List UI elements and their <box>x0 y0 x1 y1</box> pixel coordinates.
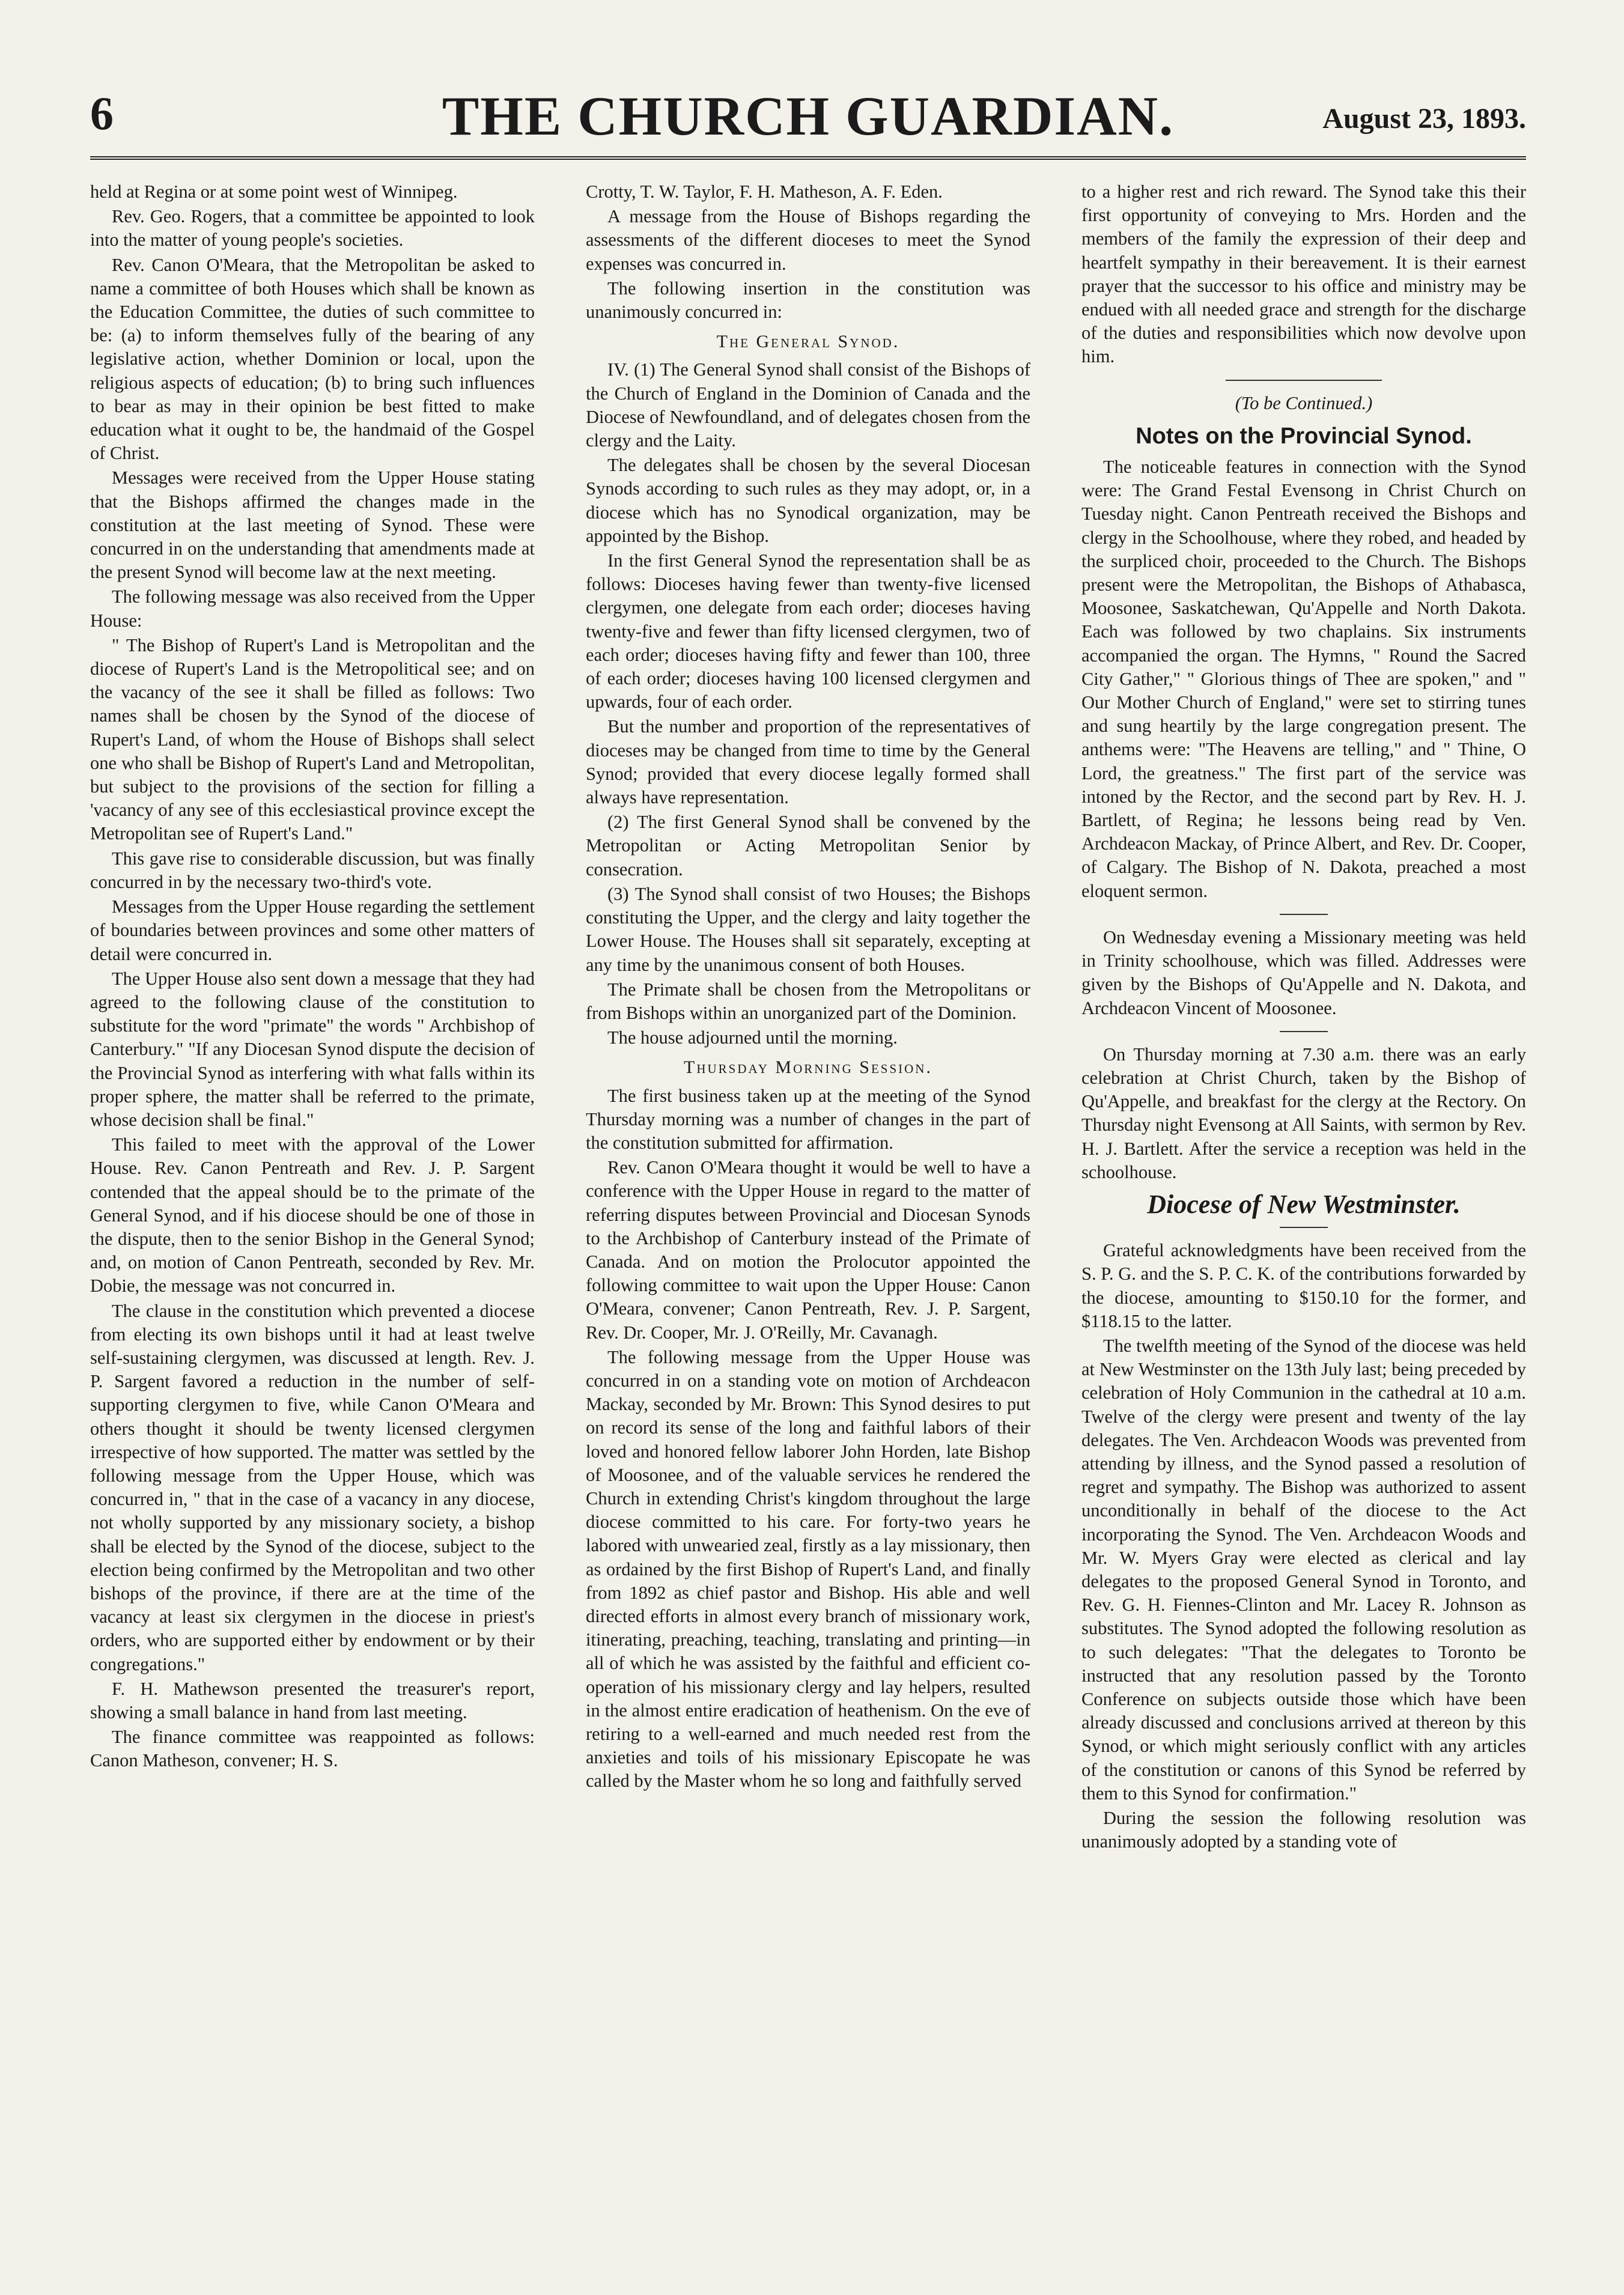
paragraph: This failed to meet with the approval of the Lower House. Rev. Canon Pentreath and Rev. J. P. Sargent contended that the appeal should be to the primate of the General Synod, and if his diocese should be one of those in the dispute, then to the senior Bishop in the General Synod; and, on motion of Canon Pentreath, seconded by Rev. Mr. Dobie, the message was not concurred in. <box>90 1134 535 1296</box>
paragraph: In the first General Synod the representation shall be as follows: Dioceses having fewer than twenty-five licensed clergymen, one delegate from each order; dioceses having twenty-five and fewer than fifty licensed clergymen, two of each order; dioceses having fifty and fewer than 100, three of each order; dioceses having 100 licensed clergymen and upwards, four of each order. <box>586 550 1030 713</box>
paragraph: The house adjourned until the morning. <box>607 1027 898 1048</box>
divider <box>1280 914 1328 915</box>
paragraph: Messages were received from the Upper House stating that the Bishops affirmed the changes made in the constitution at the last meeting of Synod. These were concurred in on the understanding that amendments made at the present Synod will become law at the next meeting. <box>90 467 535 583</box>
paragraph: The following message was also received from the Upper House: <box>90 586 535 631</box>
paragraph: F. H. Mathewson presented the treasurer's report, showing a small balance in hand from last meeting. <box>90 1678 535 1722</box>
paragraph: A message from the House of Bishops regarding the assessments of the different dioceses to meet the Synod expenses was concurred in. <box>586 206 1030 274</box>
divider <box>1280 1227 1328 1228</box>
paragraph: (2) The first General Synod shall be convened by the Metropolitan or Acting Metropolitan Senior by consecration. <box>586 812 1030 880</box>
paragraph: to a higher rest and rich reward. The Synod take this their first opportunity of conveying to Mrs. Horden and the members of the family the expression of their deep and heartfelt sympathy in their bereavement. It is their earnest prayer that the successor to his office and ministry may be endued with all needed grace and strength for the discharge of the duties and responsibilities which now devolve upon him. <box>1081 181 1526 367</box>
paragraph: held at Regina or at some point west of Winnipeg. <box>90 181 458 202</box>
column-1 <box>90 180 535 2265</box>
paragraph: The clause in the constitution which prevented a diocese from electing its own bishops until it had at least twelve self-sustaining clergymen, was discussed at length. Rev. J. P. Sargent favored a reduction in the number of self-supporting clergymen to five, while Canon O'Meara and others thought it should be twenty licensed clergymen irrespective of how supported. The matter was settled by the following message from the Upper House, which was concurred in, " that in the case of a vacancy in any diocese, not wholly supported by any missionary society, a bishop shall be elected by the Synod of the diocese, subject to the election being confirmed by the Metropolitan and two other bishops of the province, if there are at the time of the vacancy at least six clergymen in the diocese in priest's orders, who are supported either by endowment or by their congregations." <box>90 1300 535 1674</box>
paragraph: " The Bishop of Rupert's Land is Metropolitan and the diocese of Rupert's Land is the Metropolitical see; and on the vacancy of the see it shall be filled as follows: Two names shall be chosen by the Synod of the diocese of Rupert's Land, of whom the House of Bishops shall select one who shall be Bishop of Rupert's Land and Metropolitan, but subject to the provisions of the section for filling a 'vacancy of any see of this ecclesiastical province except the Metropolitan see of Rupert's Land." <box>90 634 535 844</box>
masthead <box>90 84 1526 160</box>
paragraph: On Wednesday evening a Missionary meeting was held in Trinity schoolhouse, which was filled. Addresses were given by the Bishops of Qu'Appelle and N. Dakota, and Archdeacon Vincent of Moosonee. <box>1081 926 1526 1018</box>
divider <box>1280 1031 1328 1032</box>
paragraph: The finance committee was reappointed as follows: Canon Matheson, convener; H. S. <box>90 1727 535 1771</box>
paragraph: The delegates shall be chosen by the several Diocesan Synods according to such rules as they may adopt, or, in a diocese which has no Synodical organization, may be appointed by the Bishop. <box>586 455 1030 546</box>
paragraph: On Thursday morning at 7.30 a.m. there was an early celebration at Christ Church, taken by the Bishop of Qu'Appelle, and breakfast for the clergy at the Rectory. On Thursday night Evensong at All Saints, with sermon by Rev. H. J. Bartlett. After the service a reception was held in the schoolhouse. <box>1081 1044 1526 1182</box>
section-heading-thursday-session: Thursday Morning Session. <box>684 1057 932 1078</box>
column-2 <box>586 180 1030 2265</box>
paragraph: (3) The Synod shall consist of two Houses; the Bishops constituting the Upper, and the clergy and laity together the Lower House. The Houses shall sit separately, excepting at any time by the unanimous consent of both Houses. <box>586 883 1030 975</box>
column-3 <box>1081 180 1526 2265</box>
paragraph: IV. (1) The General Synod shall consist of the Bishops of the Church of England in the Dominion of Canada and the Diocese of Newfoundland, and of delegates chosen from the clergy and the Laity. <box>586 359 1030 451</box>
paragraph: The following insertion in the constitution was unanimously concurred in: <box>586 278 1030 323</box>
paragraph: The Primate shall be chosen from the Metropolitans or from Bishops within an unorganized part of the Dominion. <box>586 979 1030 1023</box>
paragraph: The Upper House also sent down a message that they had agreed to the following clause of the constitution to substitute for the word "primate" the words " Archbishop of Canterbury." "If any Diocesan Synod dispute the decision of the Provincial Synod as interfering with what falls within its proper sphere, the matter shall be referred to the primate, whose decision shall be final." <box>90 968 535 1130</box>
paragraph: The twelfth meeting of the Synod of the diocese was held at New Westminster on the 13th July last; being preceded by celebration of Holy Communion in the cathedral at 10 a.m. Twelve of the clergy were present and twenty of the lay delegates. The Ven. Archdeacon Woods was prevented from attending by illness, and the Synod passed a resolution of regret and sympathy. The Bishop was authorized to assent unconditionally in behalf of the diocese to the Act incorporating the Synod. The Ven. Archdeacon Woods and Mr. W. Myers Gray were elected as clerical and lay delegates to the proposed General Synod in Toronto, and Rev. G. H. Fiennes-Clinton and Mr. Lacey R. Johnson as substitutes. The Synod adopted the following resolution as to such delegates: "That the delegates to Toronto be instructed that any resolution passed by the Toronto Conference on subjects outside those which have been already discussed and conclusions arrived at thereon by this Synod, or which might seriously conflict with any articles of the constitution or canons of this Synod be referred by them to this Synod for confirmation." <box>1081 1335 1526 1804</box>
section-heading-general-synod: The General Synod. <box>716 332 900 352</box>
paragraph: Rev. Canon O'Meara thought it would be well to have a conference with the Upper House in regard to the matter of referring disputes between Provincial and Diocesan Synods to the Archbishop of Canterbury instead of the Primate of Canada. And on motion the Prolocutor appointed the following committee to wait upon the Upper House: Canon O'Meara, convener; Canon Pentreath, Rev. J. P. Sargent, Rev. Dr. Cooper, Mr. J. O'Reilly, Mr. Cavanagh. <box>586 1157 1030 1343</box>
to-be-continued: (To be Continued.) <box>1235 392 1373 413</box>
paragraph: This gave rise to considerable discussion, but was finally concurred in by the necessary two-third's vote. <box>90 848 535 892</box>
paragraph: Messages from the Upper House regarding the settlement of boundaries between provinces and some other matters of detail were concurred in. <box>90 896 535 964</box>
paragraph: Rev. Canon O'Meara, that the Metropolitan be asked to name a committee of both Houses which shall be known as the Education Committee, the duties of such committee to be: (a) to inform themselves fully of the bearing of any legislative action, whether Dominion or local, upon the religious aspects of education; (b) to bring such influences to bear as may in their opinion be best fitted to make education what it ought to be, the handmaid of the Gospel of Christ. <box>90 254 535 464</box>
paragraph: Grateful acknowledgments have been received from the S. P. G. and the S. P. C. K. of the contributions forwarded by the diocese, amounting to $150.10 for the former, and $118.15 to the latter. <box>1081 1240 1526 1331</box>
paragraph: Rev. Geo. Rogers, that a committee be appointed to look into the matter of young people's societies. <box>90 206 535 251</box>
issue-date: August 23, 1893. <box>1322 103 1526 135</box>
page-number: 6 <box>90 87 114 139</box>
section-heading-diocese: Diocese of New Westminster. <box>1147 1189 1461 1219</box>
paragraph: The following message from the Upper House was concurred in on a standing vote on motion of Archdeacon Mackay, seconded by Mr. Brown: This Synod desires to put on record its sense of the long and faithful labors of their loved and honored fellow laborer John Horden, late Bishop of Moosonee, and of the valuable services he rendered the Church in extending Christ's kingdom throughout the large diocese committed to his care. For forty-two years he labored with unwearied zeal, firstly as a lay missionary, then as ordained by the first Bishop of Rupert's Land, and finally from 1892 as chief pastor and Bishop. His able and well directed efforts in almost every branch of missionary work, itinerating, preaching, teaching, translating and printing—in all of which he was assisted by the faithful and efficient co-operation of his missionary clergy and lay helpers, resulted in the almost entire eradication of heathenism. On the eve of retiring to a well-earned and much needed rest from the anxieties and toils of his missionary Episcopate he was called by the Master whom he so long and faithfully served <box>586 1346 1030 1792</box>
paragraph: But the number and proportion of the representatives of dioceses may be changed from time to time by the General Synod; provided that every diocese legally formed shall always have representation. <box>586 716 1030 808</box>
paragraph: During the session the following resolution was unanimously adopted by a standing vote of <box>1081 1808 1526 1852</box>
paragraph: Crotty, T. W. Taylor, F. H. Matheson, A. F. Eden. <box>586 181 943 202</box>
paragraph: The first business taken up at the meeting of the Synod Thursday morning was a number of changes in the part of the constitution submitted for affirmation. <box>586 1085 1030 1153</box>
divider <box>1226 380 1382 381</box>
section-heading-notes: Notes on the Provincial Synod. <box>1136 423 1472 449</box>
paragraph: The noticeable features in connection with the Synod were: The Grand Festal Evensong in Christ Church on Tuesday night. Canon Pentreath received the Bishops and clergy in the Schoolhouse, where they robed, and headed by the surpliced choir, proceeded to the Church. The Bishops present were the Metropolitan, the Bishops of Athabasca, Moosonee, Saskatchewan, Qu'Appelle and North Dakota. Each was followed by two chaplains. Six instruments accompanied the organ. The Hymns, " Round the Sacred City Gather," " Glorious things of Thee are spoken," and " Our Mother Church of England," were set to stirring tunes and sung heartily by the large congregation present. The anthems were: "The Heavens are telling," and " Thine, O Lord, the greatness." The first part of the service was intoned by the Rector, and the second part by Rev. H. J. Bartlett, of Regina; he lessons being read by Ven. Archdeacon Mackay, of Prince Albert, and Rev. Dr. Cooper, of Calgary. The Bishop of N. Dakota, preached a most eloquent sermon. <box>1081 457 1526 901</box>
newspaper-title: THE CHURCH GUARDIAN. <box>442 85 1175 147</box>
